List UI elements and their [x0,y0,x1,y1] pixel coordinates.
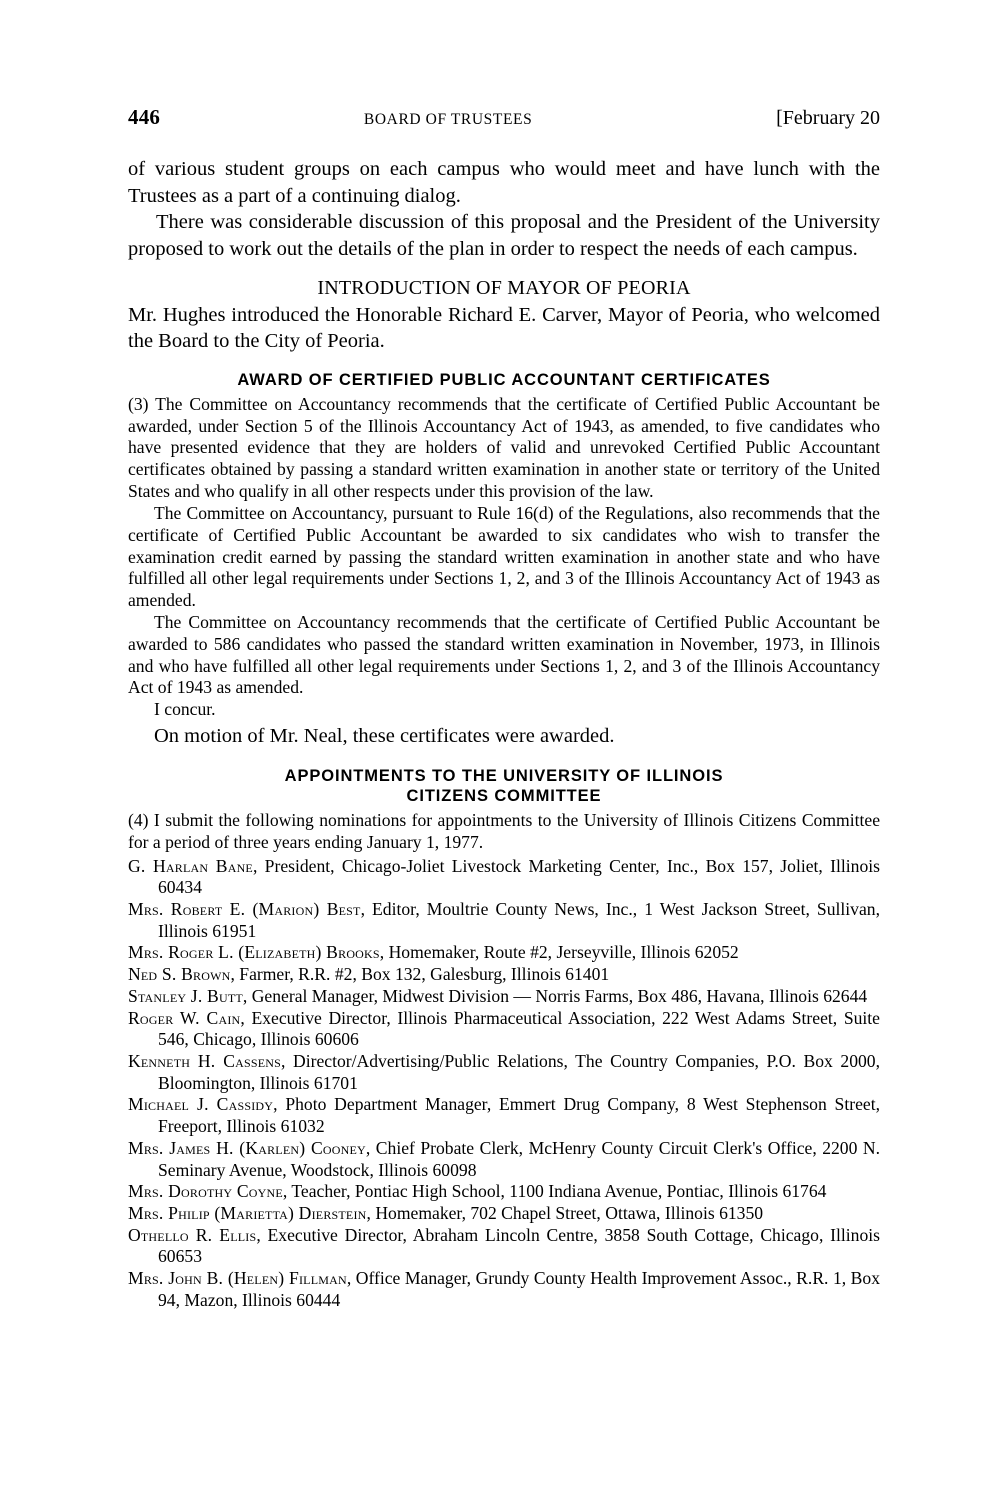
section-peoria-body: Mr. Hughes introduced the Honorable Richard E. Carver, Mayor of Peoria, who welcomed the Board to the City of Peoria. [128,303,880,353]
list-item: Mrs. John B. (Helen) Fillman, Office Manager, Grundy County Health Improvement Assoc., R.R. 1, Box 94, Mazon, Illinois 60444 [128,1268,880,1310]
cpa-paragraph-3: The Committee on Accountancy recommends that the certificate of Certified Public Accountant be awarded to 586 candidates who passed the standard written examination in November, 1973, in Illinois and who have fulfilled all other legal requirements under Sections 1, 2, and 3 of the Illinois Accountancy Act of 1943 as amended. [128,611,880,698]
list-item: Othello R. Ellis, Executive Director, Abraham Lincoln Centre, 3858 South Cottage, Chicago, Illinois 60653 [128,1224,880,1267]
list-item: Mrs. Dorothy Coyne, Teacher, Pontiac High School, 1100 Indiana Avenue, Pontiac, Illinois 61764 [128,1181,827,1202]
list-item: Mrs. James H. (Karlen) Cooney, Chief Probate Clerk, McHenry County Circuit Clerk's Office, 2200 N. Seminary Avenue, Woodstock, Illinois 60098 [128,1137,880,1180]
section-heading-cpa: AWARD OF CERTIFIED PUBLIC ACCOUNTANT CERTIFICATES [237,370,771,389]
running-head-date: [February 20 [776,107,880,129]
cpa-concur-line: I concur. [154,699,216,720]
opening-paragraph-1: of various student groups on each campus who would meet and have lunch with the Trustees as a part of a continuing dialog. [128,158,880,207]
list-item: G. Harlan Bane, President, Chicago-Joliet Livestock Marketing Center, Inc., Box 157, Joliet, Illinois 60434 [128,855,880,898]
running-head [128,105,880,130]
opening-paragraph-2: There was considerable discussion of this proposal and the President of the University proposed to work out the details of the plan in order to respect the needs of each campus. [128,211,880,260]
list-item: Kenneth H. Cassens, Director/Advertising/Public Relations, The Country Companies, P.O. Box 2000, Bloomington, Illinois 61701 [128,1051,880,1093]
committee-member-list [128,856,880,1312]
running-head-title: BOARD OF TRUSTEES [363,111,533,128]
list-item: Ned S. Brown, Farmer, R.R. #2, Box 132, Galesburg, Illinois 61401 [128,964,610,985]
list-item: Michael J. Cassidy, Photo Department Manager, Emmert Drug Company, 8 West Stephenson Street, Freeport, Illinois 61032 [128,1094,880,1137]
page-number: 446 [128,105,161,129]
cpa-paragraph-2: The Committee on Accountancy, pursuant to Rule 16(d) of the Regulations, also recommends that the certificate of Certified Public Accountant be awarded to six candidates who wish to transfer the examination credit earned by passing the standard written examination in another state and who have fulfilled all other legal requirements under Sections 1, 2, and 3 of the Illinois Accountancy Act of 1943 as amended. [128,502,880,611]
list-item: Roger W. Cain, Executive Director, Illinois Pharmaceutical Association, 222 West Adams Street, Suite 546, Chicago, Illinois 60606 [128,1007,880,1050]
appointments-intro: (4) I submit the following nominations for appointments to the University of Illinois Citizens Committee for a period of three years ending January 1, 1977. [128,809,880,852]
cpa-motion-line: On motion of Mr. Neal, these certificates were awarded. [154,725,615,748]
section-heading-peoria: INTRODUCTION OF MAYOR OF PEORIA [317,276,691,299]
list-item: Stanley J. Butt, General Manager, Midwest Division — Norris Farms, Box 486, Havana, Illinois 62644 [128,985,868,1006]
list-item: Mrs. Roger L. (Elizabeth) Brooks, Homemaker, Route #2, Jerseyville, Illinois 62052 [128,942,739,963]
cpa-paragraph-1: (3) The Committee on Accountancy recommends that the certificate of Certified Public Accountant be awarded, under Section 5 of the Illinois Accountancy Act of 1943, as amended, to five candidates who have presented evidence that they are holders of valid and unrevoked Certified Public Accountant certificates obtained by passing a standard written examination in another state or territory of the United States and who qualify in all other respects under this provision of the law. [128,393,880,502]
appointments-heading-line-1: APPOINTMENTS TO THE UNIVERSITY OF ILLINOIS [284,766,724,785]
section-heading-appointments [128,766,880,806]
list-item: Mrs. Robert E. (Marion) Best, Editor, Moultrie County News, Inc., 1 West Jackson Street, Sullivan, Illinois 61951 [128,898,880,941]
appointments-heading-line-2: CITIZENS COMMITTEE [406,786,602,805]
list-item: Mrs. Philip (Marietta) Dierstein, Homemaker, 702 Chapel Street, Ottawa, Illinois 61350 [128,1203,764,1224]
